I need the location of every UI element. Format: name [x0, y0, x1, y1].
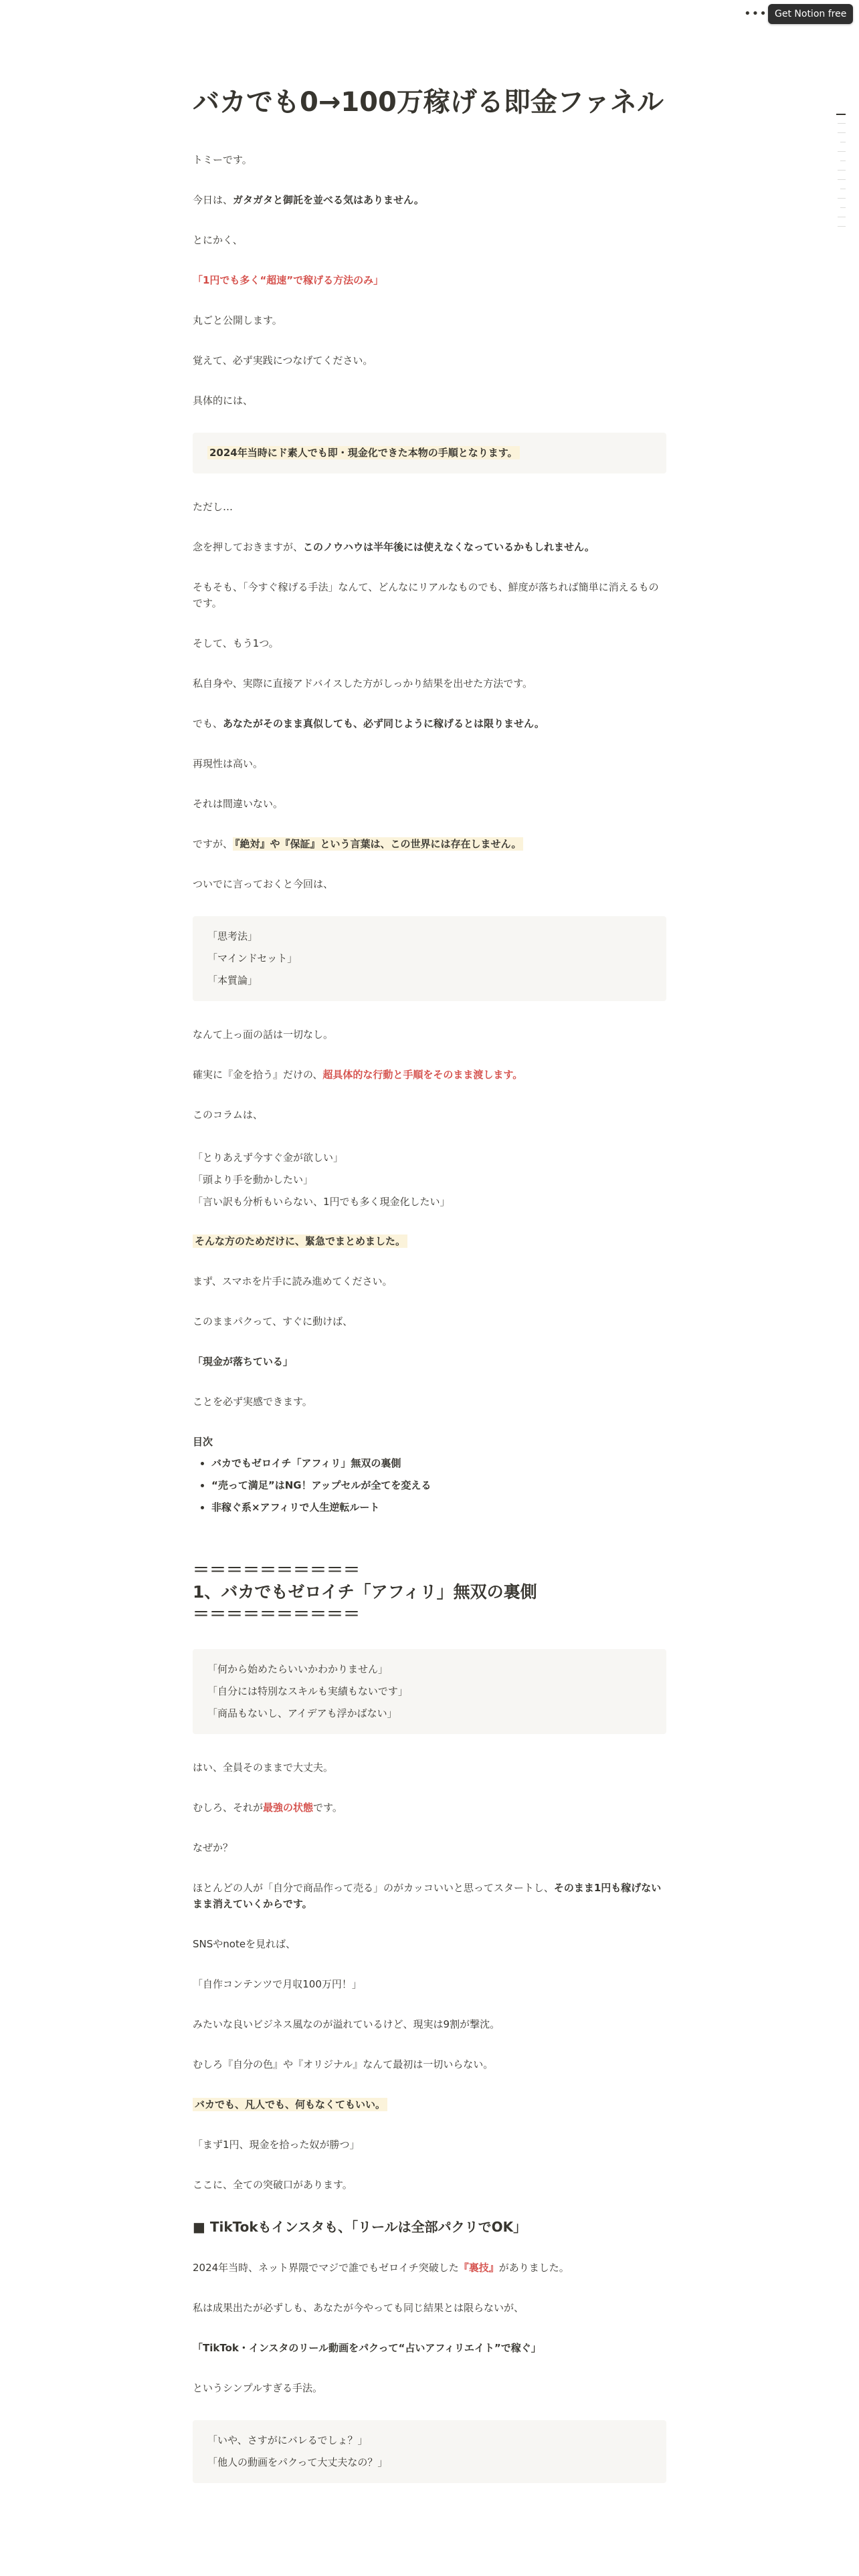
- callout-line: 「本質論」: [207, 974, 258, 986]
- paragraph: このコラムは、: [193, 1109, 263, 1121]
- paragraph: 今日は、ガタガタと御託を並べる気はありません。: [193, 194, 424, 206]
- paragraph: なんて上っ面の話は一切なし。: [193, 1029, 334, 1041]
- article: [193, 84, 666, 2508]
- quote-line: 「言い訳も分析もいらない、1円でも多く現金化したい」: [193, 1196, 450, 1208]
- paragraph: みたいな良いビジネス風なのが溢れているけど、現実は9割が撃沈。: [193, 2018, 500, 2030]
- paragraph: このままパクって、すぐに動けば、: [193, 1315, 353, 1327]
- paragraph: ただし…: [193, 501, 233, 513]
- callout-line: 「いや、さすがにバレるでしょ？」: [207, 2434, 368, 2446]
- paragraph: でも、あなたがそのまま真似しても、必ず同じように稼げるとは限りません。: [193, 718, 545, 730]
- paragraph: 私自身や、実際に直接アドバイスした方がしっかり結果を出せた方法です。: [193, 677, 533, 689]
- paragraph: ことを必ず実感できます。: [193, 1396, 312, 1408]
- paragraph: それは間違いない。: [193, 798, 284, 810]
- callout-block: [193, 433, 666, 473]
- paragraph: むしろ『自分の色』や『オリジナル』なんて最初は一切いらない。: [193, 2058, 494, 2070]
- toc-marker[interactable]: [838, 198, 846, 199]
- paragraph: 再現性は高い。: [193, 758, 264, 770]
- paragraph: トミーです。: [193, 154, 252, 166]
- subsection-heading: ■ TikTokもインスタも、「リールは全部パクリでOK」: [193, 2219, 527, 2235]
- paragraph: 覚えて、必ず実践につなげてください。: [193, 354, 373, 366]
- section-heading: [193, 1559, 666, 1625]
- table-of-contents: [193, 1453, 666, 1519]
- paragraph: 「まず1円、現金を拾った奴が勝つ」: [193, 2139, 360, 2151]
- rule-line: ＝＝＝＝＝＝＝＝＝＝: [193, 1604, 361, 1624]
- paragraph: 具体的には、: [193, 395, 254, 407]
- callout-line: 「商品もないし、アイデアも浮かばない」: [207, 1707, 397, 1719]
- paragraph: 「TikTok・インスタのリール動画をパクって“占いアフィリエイト”で稼ぐ」: [193, 2342, 541, 2354]
- paragraph: 「現金が落ちている」: [193, 1356, 293, 1368]
- toc-item[interactable]: • “売って満足”はNG！アップセルが全てを変える: [211, 1475, 666, 1497]
- toc-marker-active[interactable]: [836, 114, 846, 115]
- toc-marker[interactable]: [838, 226, 846, 227]
- callout-line: 「他人の動画をパクって大丈夫なの？」: [207, 2456, 388, 2468]
- toc-marker[interactable]: [838, 179, 846, 180]
- toc-marker[interactable]: [838, 132, 846, 133]
- paragraph: ですが、 『絶対』や『保証』という言葉は、この世界には存在しません。: [193, 836, 666, 852]
- paragraph: 丸ごと公開します。: [193, 314, 282, 326]
- paragraph: まず、スマホを片手に読み進めてください。: [193, 1275, 393, 1287]
- paragraph: そもそも、「今すぐ稼げる手法」なんて、どんなにリアルなものでも、鮮度が落ちれば簡単に消えるものです。: [193, 581, 659, 609]
- callout-line: 「思考法」: [207, 930, 258, 942]
- callout-line: 「マインドセット」: [207, 952, 298, 964]
- page-title: バカでも0→100万稼げる即金ファネル: [193, 87, 664, 118]
- section-title: 1、バカでもゼロイチ「アフィリ」無双の裏側: [193, 1582, 537, 1602]
- toc-marker[interactable]: [840, 160, 846, 161]
- toc-item[interactable]: • 非稼ぐ系×アフィリで人生逆転ルート: [211, 1497, 666, 1519]
- rule-line: ＝＝＝＝＝＝＝＝＝＝: [193, 1560, 361, 1580]
- callout-block: [193, 916, 666, 1001]
- paragraph: 確実に『金を拾う』だけの、超具体的な行動と手順をそのまま渡します。: [193, 1069, 523, 1081]
- paragraph: ついでに言っておくと今回は、: [193, 878, 334, 890]
- paragraph: 2024年当時、ネット界隈でマジで誰でもゼロイチ突破した『裏技』がありました。: [193, 2262, 569, 2274]
- toc-heading: 目次: [193, 1436, 213, 1448]
- paragraph: ここに、全ての突破口があります。: [193, 2179, 353, 2191]
- quote-line: 「とりあえず今すぐ金が欲しい」: [193, 1152, 344, 1164]
- toc-marker[interactable]: [838, 123, 846, 124]
- callout-block: [193, 1649, 666, 1734]
- more-options-icon[interactable]: •••: [744, 7, 767, 21]
- callout-line: 「自分には特別なスキルも実績もないです」: [207, 1685, 408, 1697]
- paragraph: ほとんどの人が「自分で商品作って売る」のがカッコいいと思ってスタートし、そのまま1円も稼げないまま消えていくからです。: [193, 1882, 662, 1910]
- paragraph: むしろ、それが最強の状態です。: [193, 1802, 343, 1814]
- quote-line: 「頭より手を動かしたい」: [193, 1174, 314, 1186]
- paragraph: SNSやnoteを見れば、: [193, 1938, 296, 1950]
- paragraph: とにかく、: [193, 234, 243, 246]
- callout-block: [193, 2420, 666, 2483]
- paragraph: そんな方のためだけに、緊急でまとめました。: [193, 1233, 666, 1249]
- paragraph: 私は成果出たが必ずしも、あなたが今やっても同じ結果とは限らないが、: [193, 2302, 524, 2314]
- callout-text: 2024年当時にド素人でも即・現金化できた本物の手順となります。: [207, 446, 520, 459]
- paragraph: 念を押しておきますが、このノウハウは半年後には使えなくなっているかもしれません。: [193, 541, 595, 553]
- paragraph: 「自作コンテンツで月収100万円！」: [193, 1978, 362, 1990]
- get-notion-free-button[interactable]: Get Notion free: [768, 4, 853, 24]
- table-of-contents-rail[interactable]: [835, 114, 848, 235]
- paragraph: というシンプルすぎる手法。: [193, 2382, 323, 2394]
- paragraph: なぜか？: [193, 1842, 233, 1854]
- toc-marker[interactable]: [838, 170, 846, 171]
- paragraph: 「1円でも多く“超速”で稼げる方法のみ」: [193, 274, 384, 286]
- toc-item[interactable]: • バカでもゼロイチ「アフィリ」無双の裏側: [211, 1453, 666, 1475]
- paragraph: そして、もう1つ。: [193, 637, 279, 649]
- top-bar: [0, 0, 859, 30]
- toc-marker[interactable]: [840, 207, 846, 208]
- paragraph: はい、全員そのままで大丈夫。: [193, 1761, 334, 1774]
- toc-marker[interactable]: [838, 151, 846, 152]
- paragraph: バカでも、凡人でも、何もなくてもいい。: [193, 2097, 666, 2113]
- callout-line: 「何から始めたらいいかわかりません」: [207, 1663, 389, 1675]
- quote-list: [193, 1147, 666, 1213]
